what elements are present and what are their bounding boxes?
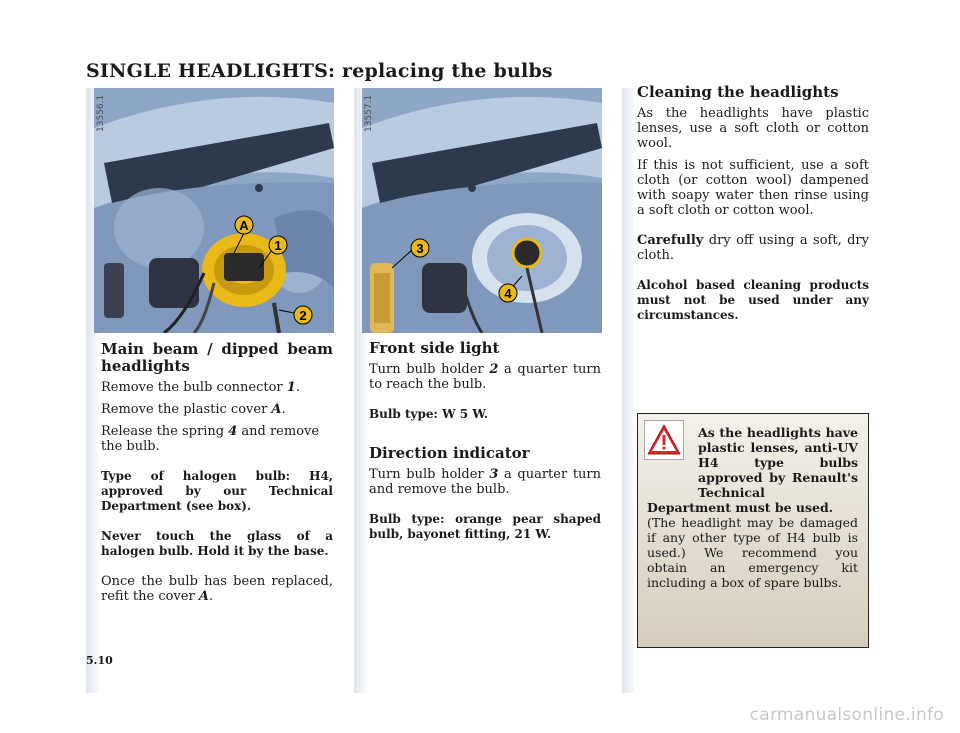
headlight-illustration-side-light [362, 88, 602, 333]
column-main-beam [101, 341, 333, 611]
cleaning-para-2: If this is not sufficient, use a soft cloth (or cotton wool) dampened with soapy water then rinse using a soft cloth or cotton wool. [637, 158, 869, 218]
cleaning-warning: Alcohol based cleaning products must not be used under any circumstances. [637, 278, 869, 322]
watermark: carmanualsonline.info [749, 705, 944, 725]
callout-a: A [239, 218, 249, 233]
section-heading-main-beam: Main beam / dipped beam headlights [101, 340, 333, 375]
figure-ref-code: 13556.1 [96, 94, 106, 132]
section-heading-cleaning: Cleaning the headlights [637, 83, 839, 101]
warning-box [637, 413, 869, 648]
side-light-bulb-type: Bulb type: W 5 W. [369, 407, 489, 421]
cleaning-para-1: As the headlights have plastic lenses, use a soft cloth or cotton wool. [637, 106, 869, 151]
step-release-spring: Release the spring 4 and remove the bulb. [101, 424, 320, 454]
step-remove-connector: Remove the bulb connector 1. [101, 380, 300, 395]
section-heading-side-light: Front side light [369, 339, 500, 357]
bulb-type-note: Type of halogen bulb: H4, approved by our Technical Department (see box). [101, 469, 333, 513]
step-remove-cover: Remove the plastic cover A. [101, 402, 286, 417]
column-cleaning [637, 84, 869, 330]
page-title: SINGLE HEADLIGHTS: replacing the bulbs [86, 60, 553, 82]
warning-bold-line-2: Department must be used. [647, 500, 834, 515]
halogen-warning-note: Never touch the glass of a halogen bulb. Hold it by the base. [101, 529, 333, 558]
headlight-illustration-main-beam [94, 88, 334, 333]
section-heading-direction-indicator: Direction indicator [369, 444, 530, 462]
callout-2: 2 [299, 308, 307, 323]
side-light-instruction: Turn bulb holder 2 a quarter turn to reach the bulb. [369, 362, 601, 392]
indicator-instruction: Turn bulb holder 3 a quarter turn and remove the bulb. [369, 467, 601, 497]
callout-1: 1 [274, 238, 282, 253]
refit-instruction: Once the bulb has been replaced, refit the cover A. [101, 574, 333, 604]
column-side-light [369, 340, 601, 549]
warning-bold-line: As the headlights have plastic lenses, anti-UV H4 type bulbs approved by Renault's Technical [698, 425, 858, 500]
callout-4: 4 [504, 286, 512, 301]
column-shade [622, 88, 636, 693]
indicator-bulb-type: Bulb type: orange pear shaped bulb, bayonet fitting, 21 W. [369, 512, 601, 541]
cleaning-para-3: Carefully dry off using a soft, dry cloth. [637, 233, 869, 263]
warning-normal-text: (The headlight may be damaged if any other type of H4 bulb is used.) We recommend you obtain an emergency kit including a box of spare bulbs. [647, 515, 858, 590]
page-number: 5.10 [86, 654, 113, 667]
figure-ref-code: 13557.1 [364, 94, 374, 132]
warning-text [647, 425, 858, 590]
callout-3: 3 [416, 241, 424, 256]
